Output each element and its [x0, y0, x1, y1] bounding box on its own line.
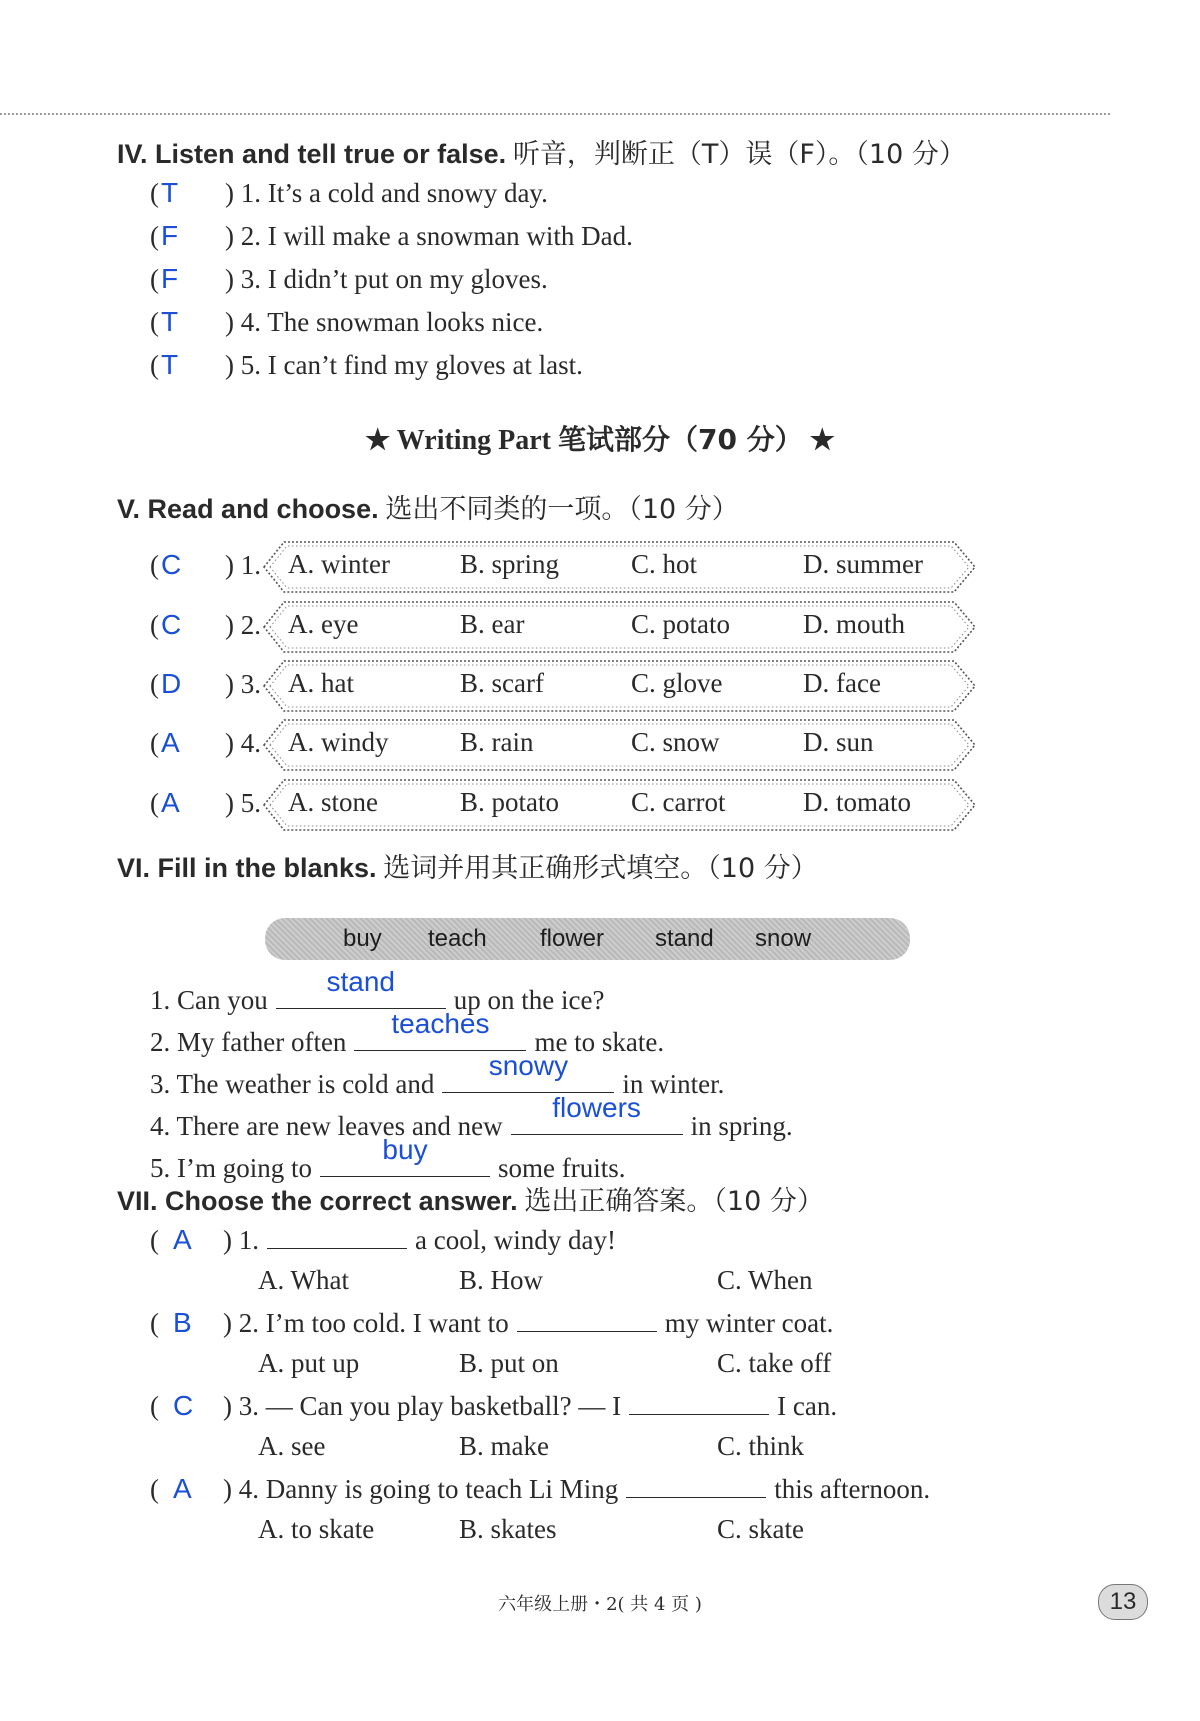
choice-option-c: C. When — [717, 1265, 813, 1295]
open-paren: ( — [150, 1308, 159, 1338]
answer-blank — [267, 1222, 407, 1249]
option-d: D. mouth — [803, 609, 906, 639]
odd-one-out-item — [150, 601, 980, 653]
item-number — [150, 609, 261, 641]
sentence-after: in spring. — [690, 1111, 793, 1141]
section-6-title-en: VI. Fill in the blanks. — [117, 853, 377, 883]
answer-blank — [276, 966, 446, 1009]
option-c: C. glove — [631, 668, 723, 698]
open-paren: ( — [150, 221, 159, 251]
multiple-choice-question — [150, 1305, 833, 1341]
sentence-after: in winter. — [622, 1069, 725, 1099]
answer-mark: D — [161, 668, 182, 699]
answer-mark: C — [173, 1390, 194, 1421]
sentence-after: up on the ice? — [453, 985, 605, 1015]
filled-answer: flowers — [552, 1092, 641, 1123]
filled-answer: stand — [326, 966, 395, 997]
section-4-title-en: IV. Listen and tell true or false. — [117, 139, 507, 169]
filled-answer: snowy — [488, 1050, 569, 1081]
open-paren: ( — [150, 1474, 159, 1504]
word-bank-word: flower — [540, 925, 605, 952]
statement-text: ) 4. The snowman looks nice. — [225, 307, 544, 337]
option-b: B. potato — [460, 787, 559, 817]
answer-blank — [517, 1305, 657, 1332]
sentence-before: 4. There are new leaves and new — [150, 1111, 503, 1141]
choice-option-b: B. put on — [459, 1348, 559, 1378]
option-c: C. carrot — [631, 787, 726, 817]
choice-option-c: C. skate — [717, 1514, 804, 1544]
statement-text: ) 1. It’s a cold and snowy day. — [225, 178, 548, 208]
item-number — [150, 549, 261, 581]
question-stem: ) 1. — [223, 1225, 259, 1255]
sentence-before: 5. I’m going to — [150, 1153, 312, 1183]
answer-mark: T — [161, 177, 179, 208]
option-b: B. spring — [460, 549, 560, 579]
option-a: A. hat — [288, 668, 354, 698]
open-paren: ( — [150, 264, 159, 294]
writing-part-banner — [0, 418, 1200, 458]
filled-answer: teaches — [391, 1008, 490, 1039]
option-d: D. tomato — [803, 787, 911, 817]
option-b: B. rain — [460, 727, 534, 757]
star-right-icon: ★ — [809, 425, 835, 456]
choice-option-a: A. put up — [258, 1348, 360, 1378]
option-d: D. summer — [803, 549, 923, 579]
open-paren: ( — [150, 350, 159, 380]
answer-blank — [626, 1471, 766, 1498]
odd-one-out-item — [150, 541, 980, 593]
true-false-item — [150, 175, 548, 211]
open-paren: ( — [150, 178, 159, 208]
multiple-choice-question — [150, 1471, 930, 1507]
choice-option-b: B. make — [459, 1431, 549, 1461]
open-paren: ( — [150, 610, 159, 640]
question-stem-end: my winter coat. — [664, 1308, 834, 1338]
option-a: A. stone — [288, 787, 378, 817]
section-7-heading — [117, 1179, 824, 1218]
page-number-badge: 13 — [1098, 1584, 1148, 1620]
choice-option-c: C. take off — [717, 1348, 832, 1378]
item-number — [150, 727, 261, 759]
star-left-icon: ★ — [365, 425, 391, 456]
writing-part-zh: 笔试部分（70 分） — [558, 423, 803, 456]
section-4-heading — [117, 132, 966, 171]
option-c: C. hot — [631, 549, 698, 579]
answer-mark: F — [161, 263, 179, 294]
statement-text: ) 3. I didn’t put on my gloves. — [225, 264, 548, 294]
section-5-title-en: V. Read and choose. — [117, 494, 379, 524]
true-false-item — [150, 304, 543, 340]
question-number: ) 5. — [225, 788, 261, 818]
option-c: C. potato — [631, 609, 730, 639]
section-7-title-zh: 选出正确答案。（10 分） — [524, 1186, 824, 1217]
question-stem: ) 3. — Can you play basketball? — I — [223, 1391, 622, 1421]
section-7-title-en: VII. Choose the correct answer. — [117, 1186, 518, 1216]
question-stem-end: this afternoon. — [774, 1474, 931, 1504]
filled-answer: buy — [382, 1134, 428, 1165]
open-paren: ( — [150, 728, 159, 758]
answer-blank — [511, 1092, 683, 1135]
section-6-title-zh: 选词并用其正确形式填空。（10 分） — [383, 853, 818, 884]
choice-option-a: A. to skate — [258, 1514, 375, 1544]
option-c: C. snow — [631, 727, 720, 757]
sentence-after: me to skate. — [534, 1027, 665, 1057]
answer-mark: F — [161, 220, 179, 251]
section-6-heading — [117, 846, 818, 885]
item-number — [150, 787, 261, 819]
statement-text: ) 5. I can’t find my gloves at last. — [225, 350, 583, 380]
top-dotted-rule — [0, 113, 1110, 115]
odd-one-out-item — [150, 779, 980, 831]
question-number: ) 3. — [225, 669, 261, 699]
word-bank-word: buy — [343, 925, 382, 952]
writing-part-en: Writing Part — [396, 425, 551, 456]
sentence-after: some fruits. — [498, 1153, 626, 1183]
option-b: B. ear — [460, 609, 525, 639]
answer-blank — [354, 1008, 526, 1051]
option-b: B. scarf — [460, 668, 544, 698]
question-stem-end: a cool, windy day! — [415, 1225, 616, 1255]
choice-option-c: C. think — [717, 1431, 805, 1461]
answer-mark: C — [161, 609, 182, 640]
option-d: D. face — [803, 668, 881, 698]
odd-one-out-item — [150, 660, 980, 712]
question-number: ) 2. — [225, 610, 261, 640]
option-a: A. winter — [288, 549, 390, 579]
open-paren: ( — [150, 669, 159, 699]
true-false-item — [150, 261, 548, 297]
sentence-before: 3. The weather is cold and — [150, 1069, 435, 1099]
answer-mark: T — [161, 349, 179, 380]
open-paren: ( — [150, 550, 159, 580]
question-number: ) 1. — [225, 550, 261, 580]
answer-mark: A — [161, 727, 180, 758]
word-bank — [265, 918, 910, 960]
word-bank-word: stand — [655, 925, 714, 952]
question-stem-end: I can. — [777, 1391, 838, 1421]
open-paren: ( — [150, 307, 159, 337]
sentence-before: 1. Can you — [150, 985, 268, 1015]
section-4-title-zh: 听音，判断正（T）误（F）。（10 分） — [512, 139, 966, 170]
odd-one-out-item — [150, 719, 980, 771]
page-footer: 六年级上册・2( 共 4 页 ) — [498, 1594, 702, 1615]
answer-mark: A — [161, 787, 180, 818]
answer-mark: A — [173, 1473, 192, 1504]
option-a: A. windy — [288, 727, 389, 757]
answer-mark: T — [161, 306, 179, 337]
question-stem: ) 4. Danny is going to teach Li Ming — [223, 1474, 619, 1504]
word-bank-word: snow — [755, 925, 812, 952]
true-false-item — [150, 218, 633, 254]
multiple-choice-question — [150, 1388, 837, 1424]
choice-option-b: B. skates — [459, 1514, 557, 1544]
question-stem: ) 2. I’m too cold. I want to — [223, 1308, 509, 1338]
section-5-title-zh: 选出不同类的一项。（10 分） — [385, 494, 739, 525]
option-d: D. sun — [803, 727, 874, 757]
true-false-item — [150, 347, 583, 383]
option-a: A. eye — [288, 609, 359, 639]
word-bank-word: teach — [428, 925, 487, 952]
answer-blank — [629, 1388, 769, 1415]
open-paren: ( — [150, 1391, 159, 1421]
choice-option-a: A. see — [258, 1431, 326, 1461]
answer-blank — [320, 1134, 490, 1177]
open-paren: ( — [150, 1225, 159, 1255]
sentence-before: 2. My father often — [150, 1027, 347, 1057]
answer-mark: A — [173, 1224, 192, 1255]
answer-mark: C — [161, 549, 182, 580]
statement-text: ) 2. I will make a snowman with Dad. — [225, 221, 633, 251]
choice-option-b: B. How — [459, 1265, 544, 1295]
item-number — [150, 668, 261, 700]
fill-blank-item — [150, 1134, 626, 1183]
choice-option-a: A. What — [258, 1265, 349, 1295]
open-paren: ( — [150, 788, 159, 818]
multiple-choice-question — [150, 1222, 616, 1258]
answer-blank — [442, 1050, 614, 1093]
section-5-heading — [117, 487, 739, 526]
question-number: ) 4. — [225, 728, 261, 758]
answer-mark: B — [173, 1307, 192, 1338]
